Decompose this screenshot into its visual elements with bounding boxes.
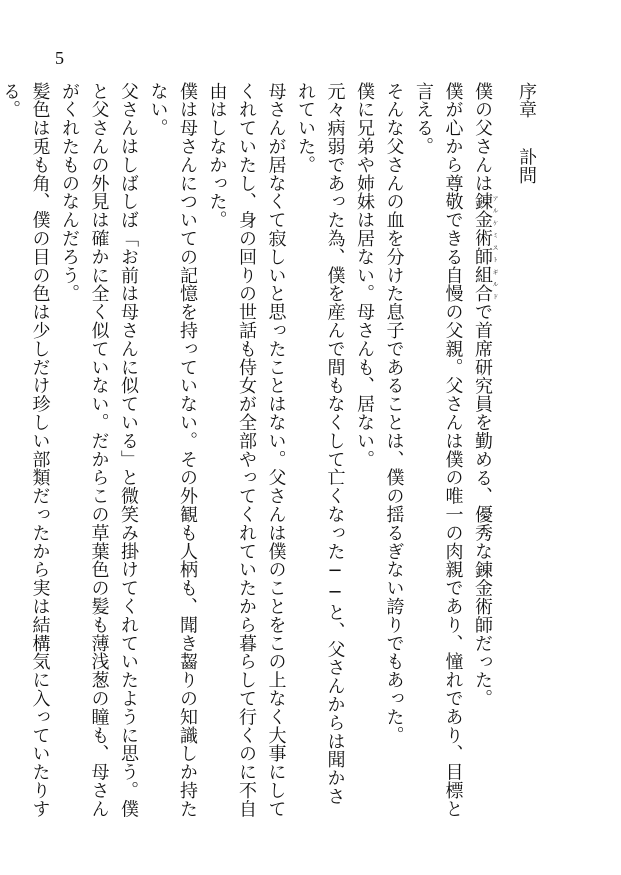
paragraph-1-part-b: 錬金術師組合 — [472, 192, 493, 303]
page-number: 5 — [55, 48, 64, 68]
paragraph-3: そんな父さんの血を分けた息子であることは、僕の揺るぎない誇りでもあった。 — [383, 82, 405, 745]
ruby-guild — [472, 192, 498, 303]
paragraph-1-part-c: で首席研究員を勤める、優秀な錬金術師だった。 — [472, 302, 493, 708]
paragraph-2: 僕が心から尊敬できる自慢の父親。父さんは僕の唯一の肉親であり、憧れであり、目標と言える。 — [413, 82, 464, 818]
novel-text-column — [0, 82, 541, 822]
paragraph-9: 髪色は兎も角、僕の目の色は少しだけ珍しい部類だったから実は結構気に入っていたりする。 — [0, 82, 51, 818]
chapter-title: 訃問 — [516, 147, 537, 185]
paragraph-1-part-a: 僕の父さんは — [472, 82, 493, 193]
chapter-number: 序章 — [516, 82, 537, 119]
paragraph-6: 母さんが居なくて寂しいと思ったことはない。父さんは僕のことをこの上なく大事にしてくれていたし、身の回りの世話も侍女が全部やってくれていたから暮らして行くのに不自由はしなかった。 — [206, 82, 287, 818]
paragraph-1 — [468, 82, 498, 822]
chapter-heading — [512, 82, 542, 822]
paragraph-7: 僕は母さんについての記憶を持っていない。その外観も人柄も、聞き齧りの知識しか持たない。 — [147, 82, 198, 818]
paragraph-4: 僕に兄弟や姉妹は居ない。母さんも、居ない。 — [354, 82, 375, 469]
paragraph-5: 元々病弱であった為、僕を産んで間もなくして亡くなった──と、父さんからは聞かされていた。 — [295, 82, 346, 806]
ruby-guild-reading: アルケミストギルド — [491, 192, 498, 303]
paragraph-8: 父さんはしばしば「お前は母さんに似ている」と微笑み掛けてくれていたように思う。僕と父さんの外見は確かに全く似ていない。だからこの草葉色の髪も薄浅葱の瞳も、母さんがくれたものなんだろう。 — [59, 82, 139, 818]
